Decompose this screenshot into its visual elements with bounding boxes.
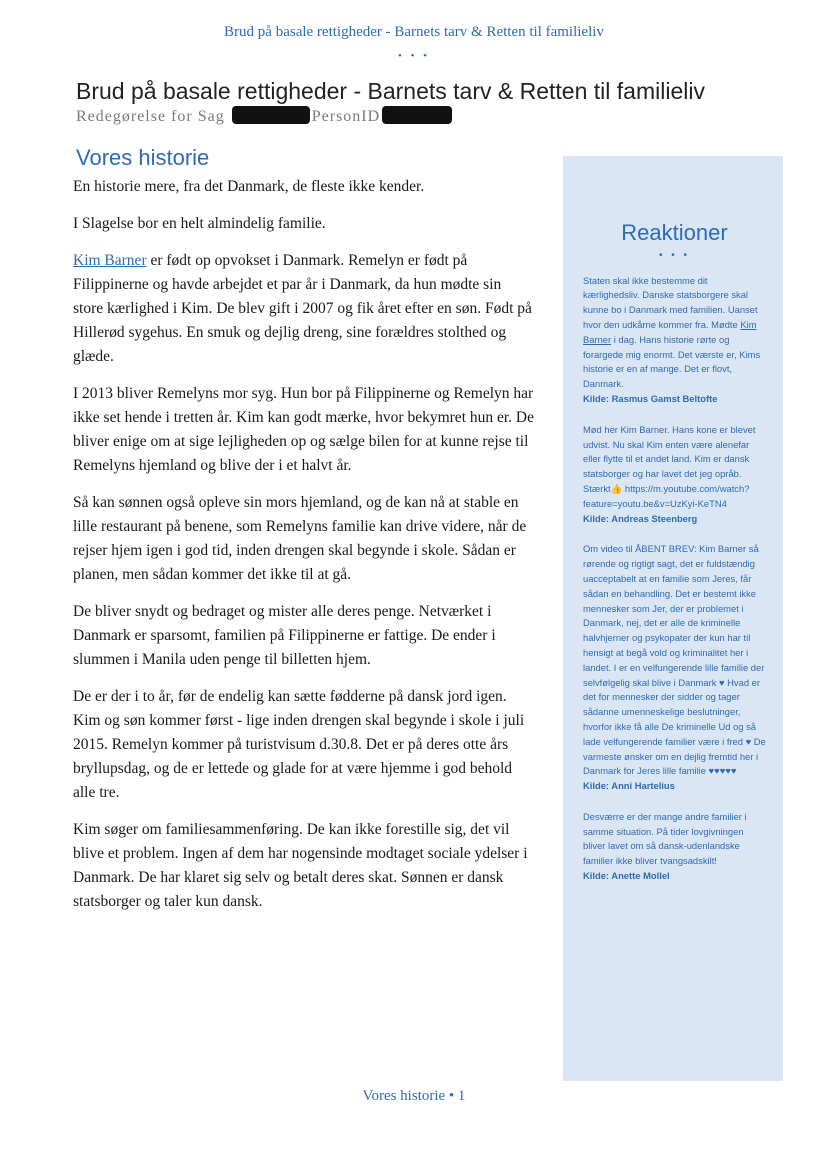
sidebar-heading: Reaktioner [621, 220, 728, 245]
story-paragraph: Så kan sønnen også opleve sin mors hjemland, og de kan nå at stable en lille restaurant på benene, som Remelyns familie kan drive videre, når de rejser hjem igen i god tid, inden drengen skal begynde i skole. Sådan er planen, men sådan kommer det ikke til at gå. [73, 494, 527, 583]
header-dots: • • • [397, 50, 431, 62]
reaction-item: Mød her Kim Barner. Hans kone er blevet udvist. Nu skal Kim enten være alenefar eller flytte til et andet land. Kim er dansk statsborger og har lavet det jeg opråb. Stærkt👍 https://m.youtube.com/watch?feature=youtu.be&v=UzKyi-KeTN4 Kilde: Andreas Steenberg [583, 423, 766, 527]
kim-barner-link[interactable]: Kim Barner [583, 318, 757, 345]
story-paragraph: I Slagelse bor en helt almindelig familie. [73, 215, 326, 232]
story-body [73, 175, 535, 927]
redacted-person-id [382, 106, 452, 124]
reaction-item: Om video til ÅBENT BREV: Kim Barner så rørende og rigtigt sagt, det er fuldstændig uacceptabelt at en familie som Jeres, får sådan en behandling. Det er bestemt ikke mennesker som Jer, der er problemet i Danmark, nej, det er alle de kriminelle halvhjerner og psykopater der kun har til hensigt at begå vold og kriminalitet her i landet. I er en velfungerende lille familie der selvfølgelig skal blive i Danmark ♥ Hvad er det for mennesker der sidder og tager sådanne umenneskelige beslutninger, hvorfor ikke få alle De kriminelle Ud og så lade velfungerende familier være i fred ♥ De varmeste ønsker om en dejlig fremtid her i Danmark for Jeres lille familie ♥♥♥♥♥ Kilde: Anni Hartelius [583, 542, 766, 794]
reaction-item: Desværre er der mange andre familier i samme situation. På tider lovgivningen bliver lavet om så dansk-udenlandske familier ikke bliver tvangsadskilt! Kilde: Anette Mollel [583, 810, 766, 884]
subtitle-case-label: Redegørelse for Sag [76, 108, 225, 125]
document-title: Brud på basale rettigheder - Barnets tarv & Retten til familieliv [76, 78, 705, 104]
page-footer: Vores historie • 1 [362, 1088, 466, 1104]
reaction-item: Staten skal ikke bestemme dit kærlighedsliv. Danske statsborgere skal kunne bo i Danmark med familien. Uanset hvor den udkårne kommer fra. Mødte Kim Barner i dag. Hans historie rørte og forargede mig enormt. Det værste er, Kims historie er en af mange. Det er flovt, Danmark. Kilde: Rasmus Gamst Beltofte [583, 274, 766, 407]
section-heading: Vores historie [76, 145, 210, 170]
redacted-case-number [232, 106, 310, 124]
reaction-source: Kilde: Andreas Steenberg [583, 512, 698, 524]
reaction-source: Kilde: Rasmus Gamst Beltofte [583, 392, 718, 404]
running-header: Brud på basale rettigheder - Barnets tarv & Retten til familieliv [224, 24, 604, 40]
story-paragraph: Kim søger om familiesammenføring. De kan ikke forestille sig, det vil blive et problem. Ingen af dem har nogensinde modtaget sociale ydelser i Danmark. De har klaret sig selv og betalt deres skat. Sønnen er dansk statsborger og taler kun dansk. [73, 821, 528, 910]
story-paragraph: Kim Barner er født op opvokset i Danmark. Remelyn er født på Filippinerne og havde arbejdet et par år i Danmark, da hun mødte sin store kærlighed i Kim. De blev gift i 2007 og fik året efter en søn. Født på Hillerød sygehus. En smuk og dejlig dreng, sine forældres stolthed og glæde. [73, 252, 532, 365]
story-paragraph: De bliver snydt og bedraget og mister alle deres penge. Netværket i Danmark er sparsomt, familien på Filippinerne er fattige. De ender i slummen i Manila uden penge til billetten hjem. [73, 603, 496, 668]
reactions-sidebar [563, 156, 783, 1081]
subtitle-person-label: PersonID [311, 108, 381, 125]
story-paragraph: De er der i to år, før de endelig kan sætte fødderne på dansk jord igen. Kim og søn kommer først - lige inden drengen skal begynde i skole i juli 2015. Remelyn kommer på turistvisum d.30.8. Det er på deres otte års bryllupsdag, og de er lettede og glade for at være hjemme i god behold alle tre. [73, 688, 525, 801]
story-paragraph: I 2013 bliver Remelyns mor syg. Hun bor på Filippinerne og Remelyn har ikke set hende i tretten år. Kim kan godt mærke, hvor bekymret hun er. De bliver enige om at sige lejligheden op og sælge bilen for at kunne rejse til Remelyns hjemland og blive der i et halvt år. [73, 385, 535, 474]
reaction-source: Kilde: Anette Mollel [583, 870, 670, 882]
document-subtitle [76, 106, 454, 126]
sidebar-dots: • • • [658, 249, 691, 261]
reaction-source: Kilde: Anni Hartelius [583, 780, 675, 792]
kim-barner-link[interactable]: Kim Barner [73, 252, 147, 269]
story-intro: En historie mere, fra det Danmark, de fleste ikke kender. [73, 178, 425, 195]
